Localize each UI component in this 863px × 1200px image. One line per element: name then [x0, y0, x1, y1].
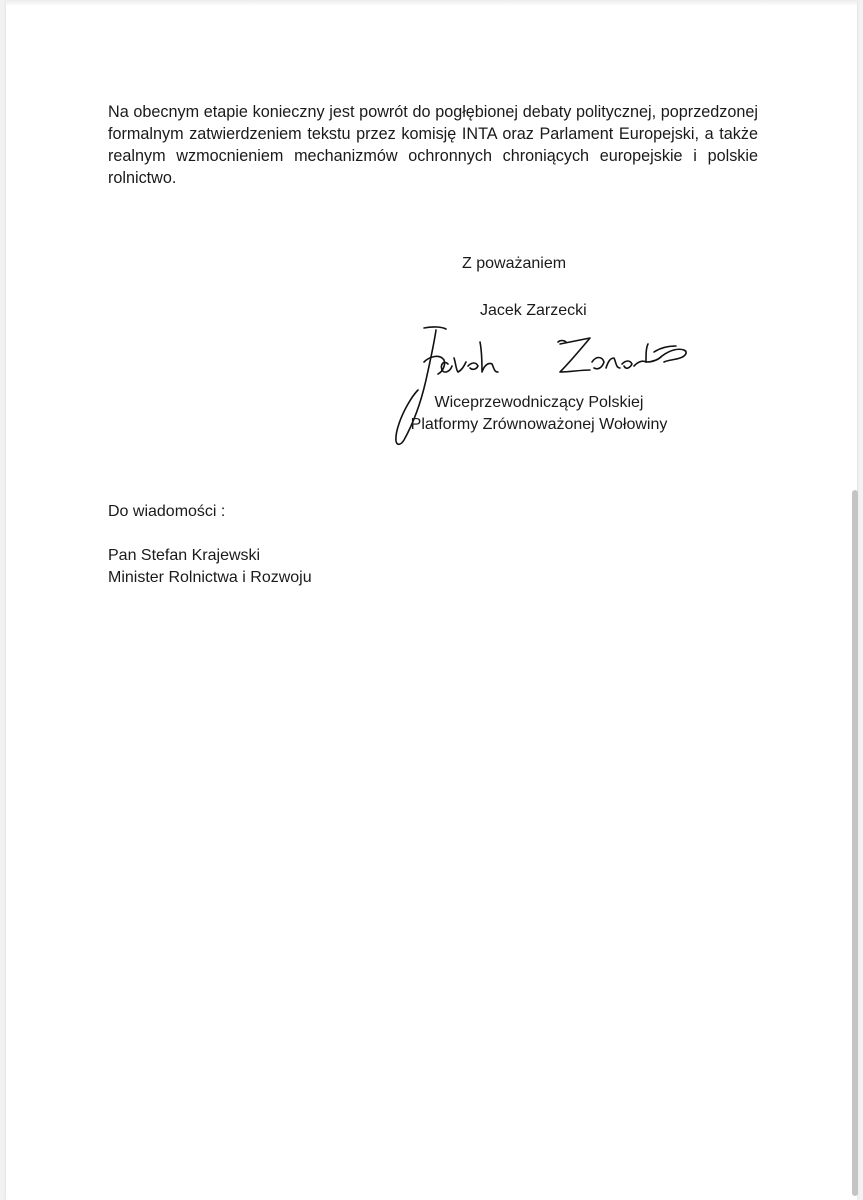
signer-title [399, 392, 679, 436]
signer-title-line: Wiceprzewodniczący Polskiej [434, 394, 644, 411]
recipient-block [108, 545, 312, 589]
recipient-title: Minister Rolnictwa i Rozwoju [108, 569, 312, 586]
document-page [6, 0, 857, 1200]
signer-title-line: Platformy Zrównoważonej Wołowiny [410, 416, 668, 433]
closing-salutation: Z poważaniem [462, 255, 567, 272]
signer-name: Jacek Zarzecki [480, 302, 587, 319]
cc-label: Do wiadomości : [108, 503, 226, 520]
vertical-scrollbar[interactable] [852, 490, 858, 1196]
body-paragraph: Na obecnym etapie konieczny jest powrót do pogłębionej debaty politycznej, poprzedzonej formalnym zatwierdzeniem tekstu przez komisję INTA oraz Parlament Europejski, a także realnym wzmocnieniem mechanizmów ochronnych chroniących europejskie i polskie rolnictwo. [108, 103, 758, 187]
recipient-name: Pan Stefan Krajewski [108, 547, 261, 564]
page-top-edge [6, 0, 857, 6]
